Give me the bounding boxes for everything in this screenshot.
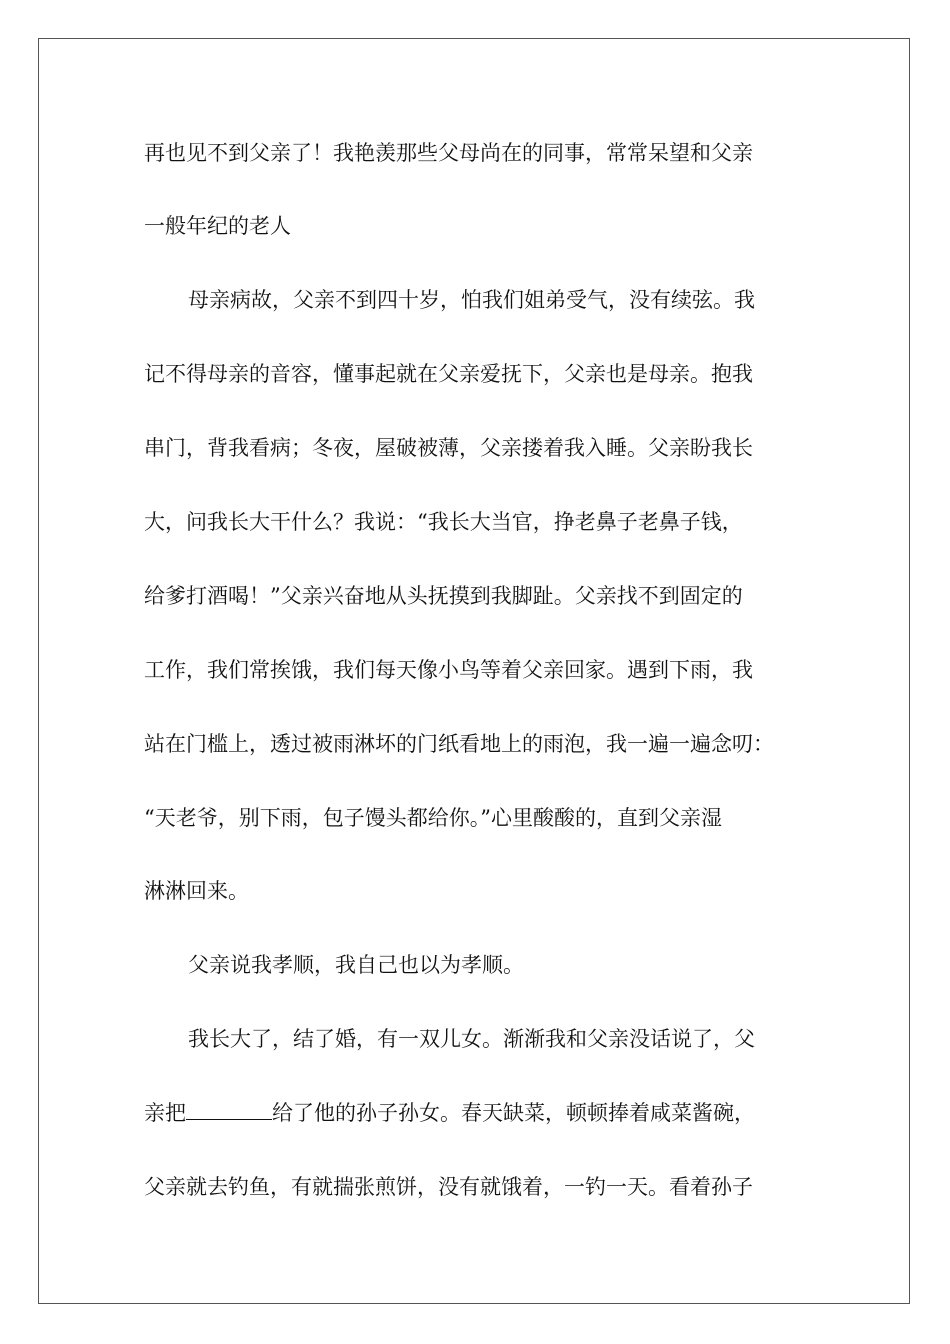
text-line: 一般年纪的老人 bbox=[144, 214, 291, 238]
paragraph-start-line: 父亲说我孝顺，我自己也以为孝顺。 bbox=[188, 953, 524, 977]
text-line: “天老爷，别下雨，包子馒头都给你。”心里酸酸的，直到父亲湿 bbox=[144, 806, 722, 830]
fill-in-blank bbox=[186, 1101, 272, 1120]
text-line: 淋淋回来。 bbox=[144, 879, 249, 903]
text-line: 父亲就去钓鱼，有就揣张煎饼，没有就饿着，一钓一天。看着孙子 bbox=[144, 1175, 753, 1199]
blank-prefix-text: 亲把 bbox=[144, 1101, 186, 1125]
text-line: 给爹打酒喝！”父亲兴奋地从头抚摸到我脚趾。父亲找不到固定的 bbox=[144, 584, 743, 608]
text-line: 站在门槛上，透过被雨淋坏的门纸看地上的雨泡，我一遍一遍念叨： bbox=[144, 732, 774, 756]
fill-in-blank-line bbox=[144, 1098, 755, 1128]
text-line: 大，问我长大干什么？我说：“我长大当官，挣老鼻子老鼻子钱， bbox=[144, 510, 743, 534]
text-line: 工作，我们常挨饿，我们每天像小鸟等着父亲回家。遇到下雨，我 bbox=[144, 658, 753, 682]
text-line: 串门，背我看病；冬夜，屋破被薄，父亲搂着我入睡。父亲盼我长 bbox=[144, 436, 753, 460]
paragraph-start-line: 母亲病故，父亲不到四十岁，怕我们姐弟受气，没有续弦。我 bbox=[188, 288, 755, 312]
paragraph-start-line: 我长大了，结了婚，有一双儿女。渐渐我和父亲没话说了，父 bbox=[188, 1027, 755, 1051]
text-line: 记不得母亲的音容，懂事起就在父亲爱抚下，父亲也是母亲。抱我 bbox=[144, 362, 753, 386]
blank-suffix-text: 给了他的孙子孙女。春天缺菜，顿顿捧着咸菜酱碗， bbox=[272, 1101, 755, 1125]
text-line: 再也见不到父亲了！我艳羡那些父母尚在的同事，常常呆望和父亲 bbox=[144, 141, 753, 165]
